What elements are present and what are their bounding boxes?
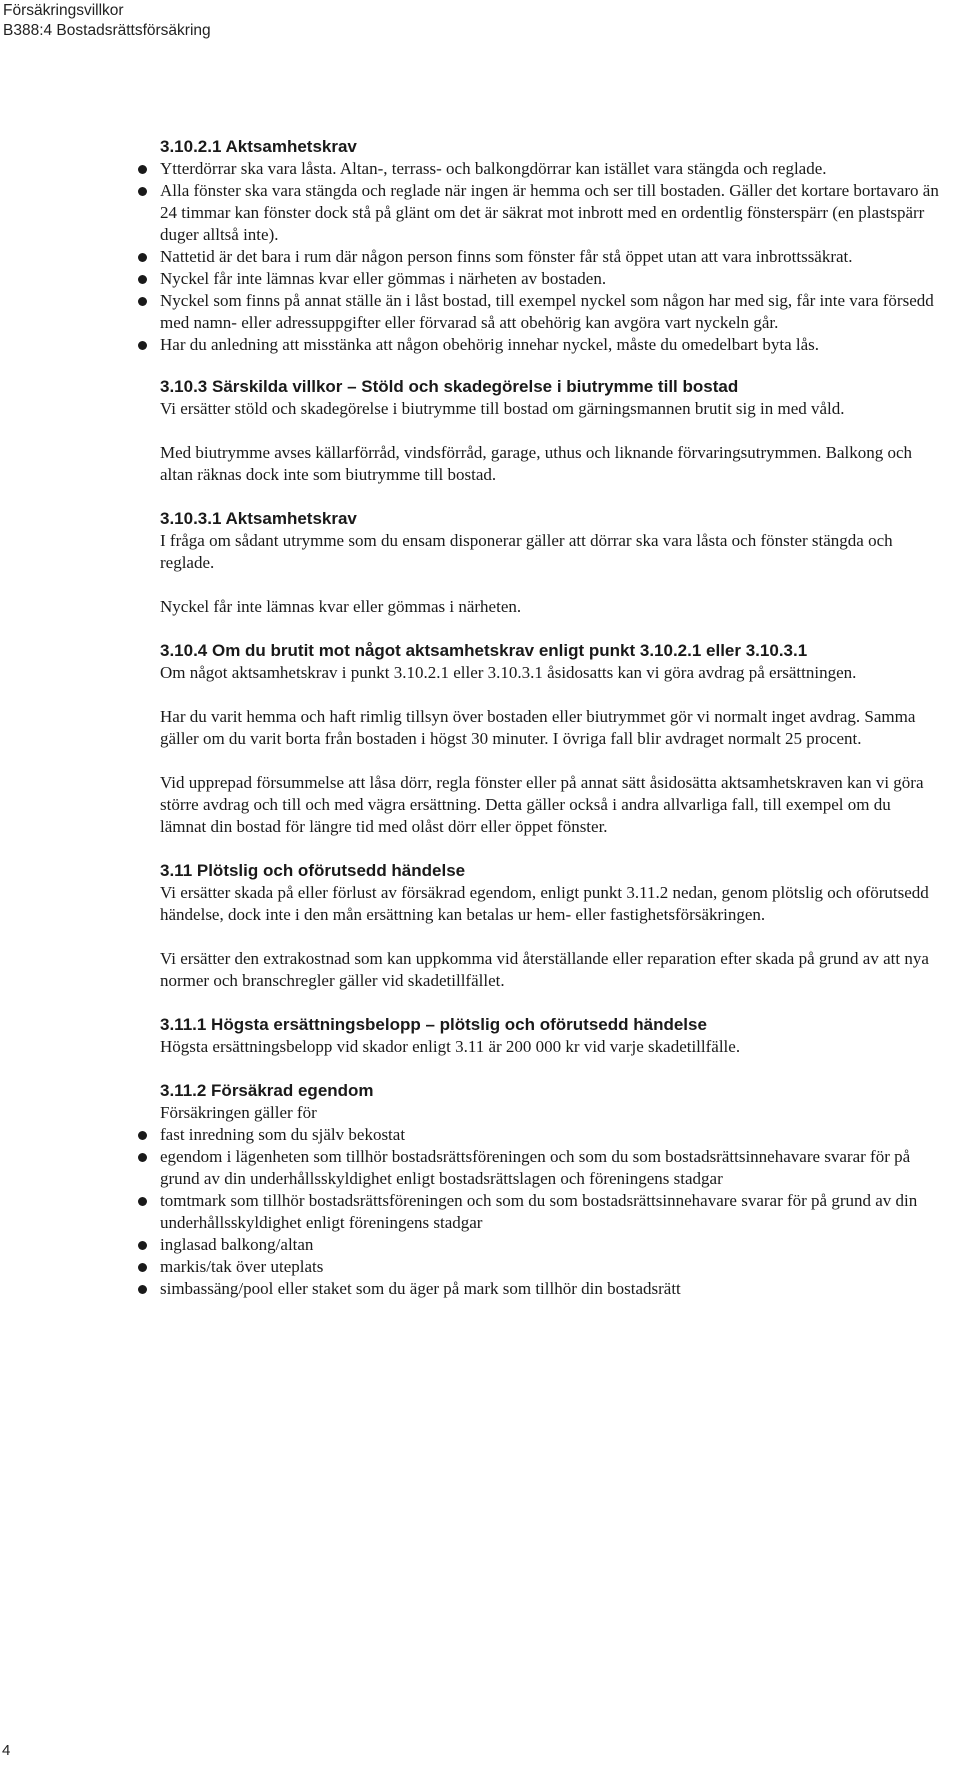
- paragraph: Vid upprepad försummelse att låsa dörr, regla fönster eller på annat sätt åsidosätta aktsamhetskraven kan vi göra större avdrag och till och med vägra ersättning. Detta gäller också i andra allvarliga fall, till exempel om du lämnat din bostad för längre tid med olåst dörr eller öppet fönster.: [160, 773, 924, 836]
- section-heading: 3.10.3 Särskilda villkor – Stöld och skadegörelse i biutrymme till bostad: [160, 377, 739, 396]
- list-item: Nyckel får inte lämnas kvar eller gömmas i närheten av bostaden.: [160, 268, 940, 290]
- section-heading: 3.11.1 Högsta ersättningsbelopp – plötslig och oförutsedd händelse: [160, 1015, 707, 1034]
- paragraph: I fråga om sådant utrymme som du ensam disponerar gäller att dörrar ska vara låsta och fönster stängda och reglade.: [160, 531, 893, 572]
- list-item: tomtmark som tillhör bostadsrättsföreningen och som du som bostadsrättsinnehavare svarar för på grund av din underhållsskyldighet enligt föreningens stadgar: [160, 1190, 940, 1234]
- section-heading: 3.10.3.1 Aktsamhetskrav: [160, 509, 357, 528]
- paragraph: Vi ersätter stöld och skadegörelse i biutrymme till bostad om gärningsmannen brutit sig in med våld.: [160, 399, 845, 418]
- header-category: Försäkringsvillkor: [3, 2, 124, 19]
- paragraph: Vi ersätter den extrakostnad som kan uppkomma vid återställande eller reparation efter skada på grund av att nya normer och branschregler gäller vid skadetillfället.: [160, 949, 929, 990]
- list-item: Ytterdörrar ska vara låsta. Altan-, terrass- och balkongdörrar kan istället vara stängda och reglade.: [160, 158, 940, 180]
- list-item: markis/tak över uteplats: [160, 1256, 940, 1278]
- paragraph: Har du varit hemma och haft rimlig tillsyn över bostaden eller biutrymmet gör vi normalt inget avdrag. Samma gäller om du varit borta från bostaden i högst 30 minuter. I övriga fall blir avdraget normalt 25 procent.: [160, 707, 916, 748]
- page-number: 4: [2, 1742, 11, 1759]
- list-item: inglasad balkong/altan: [160, 1234, 940, 1256]
- section-heading: 3.11 Plötslig och oförutsedd händelse: [160, 861, 466, 880]
- paragraph: Försäkringen gäller för: [160, 1103, 317, 1122]
- document-header: [3, 1, 211, 41]
- list-item: Nyckel som finns på annat ställe än i låst bostad, till exempel nyckel som någon har med sig, får inte vara försedd med namn- eller adressuppgifter eller förvarad så att obehörig kan avgöra vart nyckeln går.: [160, 290, 940, 334]
- list-item: egendom i lägenheten som tillhör bostadsrättsföreningen och som du som bostadsrättsinnehavare svarar för på grund av din underhållsskyldighet enligt bostadsrättslagen och föreningens stadgar: [160, 1146, 940, 1190]
- section-heading: 3.10.2.1 Aktsamhetskrav: [160, 137, 357, 156]
- paragraph: Nyckel får inte lämnas kvar eller gömmas i närheten.: [160, 597, 522, 616]
- header-product: B388:4 Bostadsrättsförsäkring: [3, 22, 211, 39]
- list-item: fast inredning som du själv bekostat: [160, 1124, 940, 1146]
- section-heading: 3.10.4 Om du brutit mot något aktsamhetskrav enligt punkt 3.10.2.1 eller 3.10.3.1: [160, 641, 808, 660]
- section-heading: 3.11.2 Försäkrad egendom: [160, 1081, 374, 1100]
- paragraph: Vi ersätter skada på eller förlust av försäkrad egendom, enligt punkt 3.11.2 nedan, genom plötslig och oförutsedd händelse, dock inte i den mån ersättning kan betalas ur hem- eller fastighetsförsäkringen.: [160, 883, 929, 924]
- list-item: simbassäng/pool eller staket som du äger på mark som tillhör din bostadsrätt: [160, 1278, 940, 1300]
- bullet-list: [160, 158, 940, 356]
- list-item: Har du anledning att misstänka att någon obehörig innehar nyckel, måste du omedelbart byta lås.: [160, 334, 940, 356]
- paragraph: Om något aktsamhetskrav i punkt 3.10.2.1 eller 3.10.3.1 åsidosatts kan vi göra avdrag på ersättningen.: [160, 663, 857, 682]
- paragraph: Högsta ersättningsbelopp vid skador enligt 3.11 är 200 000 kr vid varje skadetillfälle.: [160, 1037, 741, 1056]
- document-body: [160, 136, 940, 1300]
- list-item: Nattetid är det bara i rum där någon person finns som fönster får stå öppet utan att vara inbrottssäkrat.: [160, 246, 940, 268]
- bullet-list: [160, 1124, 940, 1300]
- paragraph: Med biutrymme avses källarförråd, vindsförråd, garage, uthus och liknande förvaringsutrymmen. Balkong och altan räknas dock inte som biutrymme till bostad.: [160, 443, 913, 484]
- list-item: Alla fönster ska vara stängda och reglade när ingen är hemma och ser till bostaden. Gäller det kortare bortavaro än 24 timmar kan fönster dock stå på glänt om det är säkrat mot inbrott med en ordentlig fönsterspärr (en plastspärr duger alltså inte).: [160, 181, 939, 244]
